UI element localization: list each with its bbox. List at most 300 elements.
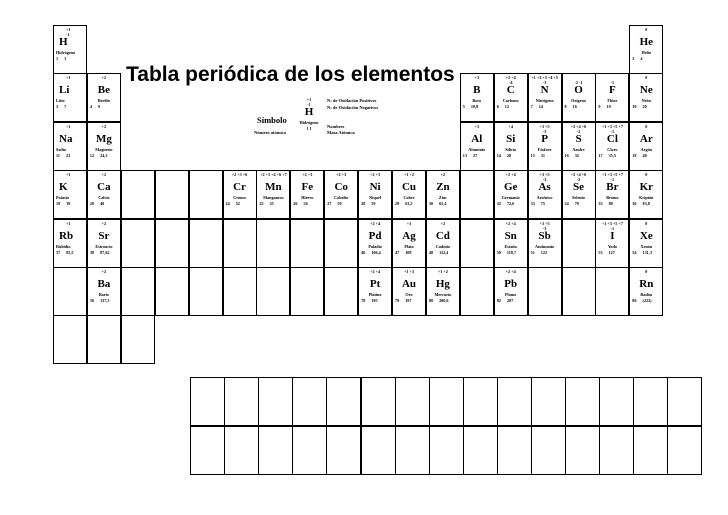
element-symbol: Na (59, 132, 73, 145)
atomic-number: 56 (89, 298, 95, 303)
element-numbers (598, 201, 626, 206)
f-block-empty-cell (463, 377, 498, 426)
atomic-mass: 195 (371, 298, 378, 303)
element-ox-positive: +3 +5 (539, 172, 550, 178)
element-numbers (395, 250, 423, 255)
atomic-mass: 4 (640, 56, 643, 61)
empty-element-cell (155, 267, 189, 316)
element-symbol: S (575, 132, 582, 145)
element-name: Cromo (233, 195, 246, 201)
element-ox-positive: +1 +3 +5 +7 (601, 123, 623, 129)
element-cell-ge (494, 170, 528, 219)
element-ox-positive: +2 +4 (505, 172, 516, 178)
atomic-mass: 56 (303, 201, 308, 207)
element-name: Fósforo (537, 146, 552, 152)
atomic-number: 37 (56, 249, 61, 255)
element-symbol: Cu (401, 181, 417, 194)
element-numbers (259, 201, 287, 206)
element-cell-ne (629, 73, 663, 122)
element-symbol: B (473, 84, 481, 97)
element-name: Calcio (98, 195, 110, 201)
element-cell-hg (426, 267, 460, 316)
f-block-empty-cell (292, 377, 327, 426)
element-ox-positive: 0 (645, 27, 648, 32)
element-name: Aluminio (468, 146, 486, 152)
atomic-mass: 23 (65, 152, 71, 158)
element-cell-be (87, 73, 121, 122)
element-cell-mg (87, 122, 121, 171)
element-ox-positive: +1 +2 (403, 172, 414, 178)
atomic-number: 36 (632, 201, 637, 207)
f-block-empty-cell (565, 377, 600, 426)
element-name: Rubidio (56, 243, 71, 249)
element-cell-b (460, 73, 494, 122)
legend-symbol: H (304, 106, 314, 118)
element-symbol: Rb (59, 229, 74, 242)
atomic-number: 20 (89, 201, 95, 207)
element-cell-cu (392, 170, 426, 219)
element-name: Hierro (301, 195, 314, 201)
element-ox-positive: +2 (101, 172, 107, 178)
element-cell-rn (629, 267, 663, 316)
atomic-number: 38 (89, 249, 95, 255)
element-cell-i (595, 219, 629, 268)
atomic-number: 19 (56, 201, 61, 207)
element-name: Flúor (607, 98, 618, 104)
element-cell-f (595, 73, 629, 122)
element-numbers (598, 250, 626, 255)
atomic-mass: 55 (269, 201, 274, 207)
atomic-number: 16 (564, 152, 569, 158)
atomic-number: 18 (632, 152, 637, 158)
element-symbol: Xe (639, 229, 653, 242)
element-name: Kriptón (639, 195, 654, 201)
empty-element-cell (121, 170, 155, 219)
atomic-number: 30 (428, 201, 434, 207)
element-symbol: Cr (233, 181, 246, 194)
atomic-mass: 207 (506, 298, 514, 303)
element-symbol: Hg (435, 278, 450, 290)
atomic-number: 48 (428, 249, 434, 255)
element-numbers (395, 201, 423, 206)
element-cell-cr (223, 170, 257, 219)
element-numbers (226, 201, 254, 206)
element-cell-na (53, 122, 87, 171)
element-ox-positive: +1 (66, 220, 71, 226)
atomic-number: 1 (56, 56, 59, 61)
atomic-mass: 137,3 (100, 298, 110, 303)
element-symbol: K (59, 181, 68, 194)
empty-element-cell (121, 219, 155, 268)
atomic-number: 17 (598, 152, 603, 158)
f-block-empty-cell (667, 426, 702, 475)
element-numbers (395, 298, 423, 303)
element-numbers (632, 153, 660, 158)
element-name: Boro (472, 98, 482, 104)
atomic-number: 27 (327, 201, 332, 207)
element-symbol: He (639, 36, 654, 48)
atomic-mass: 14 (538, 104, 543, 110)
element-cell-xe (629, 219, 663, 268)
atomic-mass: 52 (235, 201, 240, 207)
f-block-empty-cell (599, 377, 634, 426)
empty-element-cell (155, 170, 189, 219)
element-numbers (632, 250, 660, 255)
element-ox-negative: -2 -1 (574, 80, 583, 86)
element-cell-h (53, 25, 87, 74)
element-name: Yodo (607, 243, 617, 249)
f-block-empty-cell (633, 377, 668, 426)
element-ox-negative: -3 (542, 225, 547, 231)
atomic-number: 29 (395, 201, 400, 207)
element-numbers (327, 201, 355, 206)
f-block-empty-cell (258, 377, 293, 426)
element-ox-positive: +1 (66, 172, 71, 178)
empty-element-cell (460, 170, 494, 219)
element-cell-ba (87, 267, 121, 316)
element-cell-k (53, 170, 87, 219)
element-cell-si (494, 122, 528, 171)
element-name: Berilio (97, 98, 110, 104)
atomic-number: 47 (395, 249, 400, 255)
element-numbers (565, 201, 593, 206)
empty-element-cell (53, 315, 87, 364)
element-cell-he (629, 25, 663, 74)
element-ox-negative: -1 (610, 225, 615, 231)
empty-element-cell (460, 219, 494, 268)
element-numbers (632, 104, 660, 109)
atomic-mass: 85,5 (66, 249, 74, 255)
element-symbol: As (538, 181, 551, 194)
empty-element-cell (460, 267, 494, 316)
element-ox-negative: -2 (576, 177, 581, 183)
element-ox-positive: +2 (101, 123, 107, 129)
legend-symbol-label: Símbolo (257, 115, 287, 125)
atomic-number: 2 (632, 56, 635, 61)
atomic-number: 28 (361, 201, 366, 207)
element-symbol: Rn (639, 278, 654, 290)
element-name: Argón (640, 146, 652, 152)
element-ox-positive: +2 (440, 220, 446, 226)
element-ox-positive: +2 (101, 220, 107, 226)
element-cell-li (53, 73, 87, 122)
atomic-mass: 10,8 (470, 104, 479, 110)
element-ox-positive: +3 (474, 123, 480, 129)
element-symbol: C (506, 84, 515, 97)
element-cell-cd (426, 219, 460, 268)
element-ox-positive: +2 +4 +6 (570, 123, 587, 129)
element-symbol: Co (334, 181, 348, 194)
element-ox-positive: 0 (645, 123, 648, 129)
element-numbers (598, 104, 626, 109)
element-ox-negative: -1 (610, 80, 615, 86)
element-ox-positive: +3 +5 (539, 220, 550, 226)
element-numbers (361, 298, 389, 303)
atomic-number: 11 (56, 152, 60, 158)
element-cell-co (324, 170, 358, 219)
element-numbers (497, 104, 525, 109)
element-symbol: Zn (436, 181, 450, 194)
element-numbers (429, 298, 457, 303)
element-symbol: H (59, 36, 68, 48)
element-numbers (429, 250, 457, 255)
empty-element-cell (256, 219, 290, 268)
legend-mass-label: Masa Atómica (327, 130, 355, 135)
element-numbers (90, 104, 118, 109)
atomic-mass: 200,6 (439, 298, 449, 303)
element-name: Helio (641, 50, 652, 55)
element-ox-positive: +2 +4 (505, 269, 516, 274)
atomic-number: 13 (462, 152, 467, 158)
element-numbers (497, 298, 525, 303)
atomic-number: 3 (56, 104, 59, 110)
element-name: Antimonio (535, 243, 555, 249)
element-symbol: Sr (98, 229, 110, 242)
element-symbol: O (574, 84, 583, 97)
atomic-number: 53 (598, 249, 603, 255)
atomic-number: 80 (428, 298, 434, 303)
atomic-mass: 197 (405, 298, 412, 303)
f-block-empty-cell (531, 426, 566, 475)
element-ox-positive: 0 (645, 220, 648, 226)
empty-element-cell (324, 267, 358, 316)
element-ox-positive: +1 (406, 220, 412, 226)
atomic-mass: 122 (540, 249, 548, 255)
atomic-number: 9 (598, 104, 601, 110)
atomic-mass: 9 (97, 104, 101, 110)
element-symbol: Pb (504, 278, 518, 290)
element-cell-pb (494, 267, 528, 316)
atomic-mass: 75 (540, 201, 545, 207)
f-block-empty-cell (190, 377, 225, 426)
atomic-mass: 24,3 (100, 152, 108, 158)
element-name: Selenio (572, 195, 585, 201)
element-cell-sr (87, 219, 121, 268)
element-symbol: Si (506, 132, 516, 145)
atomic-mass: 40 (642, 152, 647, 158)
legend-positive-ox-label: N: de Oxidación Positivos (327, 98, 377, 103)
empty-element-cell (53, 267, 87, 316)
element-numbers (90, 250, 118, 255)
element-ox-negative: -3 (542, 80, 547, 86)
element-ox-positive: 0 (645, 269, 648, 274)
element-symbol: Ba (97, 278, 111, 290)
element-symbol: Ni (369, 181, 381, 194)
atomic-mass: 19 (606, 104, 611, 110)
element-numbers (90, 298, 118, 303)
atomic-number: 24 (225, 201, 230, 207)
empty-element-cell (595, 267, 629, 316)
element-name: Magnesio (95, 146, 113, 152)
element-numbers (361, 201, 389, 206)
element-name: Níquel (369, 195, 382, 201)
element-ox-negative: -3 (542, 177, 547, 183)
element-numbers (429, 201, 457, 206)
element-cell-pt (358, 267, 392, 316)
atomic-number: 51 (530, 249, 535, 255)
element-ox-positive: 0 (645, 172, 648, 178)
empty-element-cell (155, 219, 189, 268)
element-cell-s (562, 122, 596, 171)
element-numbers (531, 104, 559, 109)
element-name: Estaño (504, 243, 517, 249)
element-ox-positive: +1 (66, 27, 71, 32)
atomic-mass: 83,8 (642, 201, 650, 207)
element-ox-positive: +1 +2 +3 +4 +5 (531, 75, 558, 81)
element-symbol: Se (573, 181, 584, 194)
element-numbers (90, 153, 118, 158)
atomic-mass: 63,5 (405, 201, 413, 207)
atomic-number: 15 (530, 152, 535, 158)
element-cell-as (528, 170, 562, 219)
element-ox-positive: +2 +3 (336, 172, 347, 178)
atomic-mass: 16 (572, 104, 577, 110)
atomic-mass: 106,4 (371, 249, 381, 255)
element-ox-positive: +1 (66, 123, 71, 129)
element-symbol: Br (606, 181, 619, 194)
atomic-mass: 108 (405, 249, 412, 255)
element-symbol: Be (97, 84, 110, 97)
atomic-number: 12 (89, 152, 95, 158)
element-name: Cloro (607, 146, 618, 152)
element-symbol: Mn (265, 181, 282, 194)
element-cell-al (460, 122, 494, 171)
element-numbers (531, 201, 559, 206)
element-numbers (531, 153, 559, 158)
element-symbol: Cd (435, 229, 450, 242)
empty-element-cell (562, 267, 596, 316)
atomic-mass: 131,3 (642, 249, 652, 255)
element-cell-au (392, 267, 426, 316)
element-numbers (497, 153, 525, 158)
empty-element-cell (528, 267, 562, 316)
element-numbers (56, 56, 84, 61)
atomic-number: 7 (530, 104, 533, 110)
element-cell-c (494, 73, 528, 122)
element-symbol: Ca (97, 181, 111, 194)
f-block-empty-cell (497, 377, 532, 426)
atomic-number: 6 (496, 104, 499, 110)
legend-names-label: Nombres (327, 124, 345, 129)
element-ox-positive: +2 +3 +6 (231, 172, 248, 178)
atomic-mass: 127 (608, 249, 615, 255)
element-name: Hidrógeno (56, 50, 76, 55)
element-ox-negative: -2 (576, 128, 581, 134)
element-numbers (565, 153, 593, 158)
element-name: Azufre (572, 146, 585, 152)
f-block-empty-cell (599, 426, 634, 475)
element-name: Carbono (502, 98, 519, 104)
element-cell-ag (392, 219, 426, 268)
element-ox-positive: +4 (508, 123, 513, 129)
legend-negative-ox-label: N: de Oxidación Negativos (327, 105, 379, 110)
atomic-mass: (222) (642, 298, 652, 303)
element-ox-positive: +2 +4 (370, 269, 381, 274)
empty-element-cell (189, 219, 223, 268)
empty-element-cell (290, 219, 324, 268)
element-numbers (56, 153, 84, 158)
element-symbol: Cl (606, 132, 618, 145)
element-name: Sodio (56, 146, 67, 152)
element-ox-positive: 0 (645, 75, 648, 81)
atomic-number: 32 (496, 201, 501, 207)
element-name: Plata (404, 243, 414, 249)
f-block-empty-cell (224, 426, 259, 475)
element-cell-kr (629, 170, 663, 219)
element-numbers (531, 250, 559, 255)
element-ox-positive: +2 (101, 269, 107, 274)
f-block-empty-cell (190, 426, 225, 475)
element-numbers (56, 104, 84, 109)
element-cell-zn (426, 170, 460, 219)
f-block-empty-cell (326, 377, 361, 426)
element-symbol: Au (401, 278, 417, 290)
f-block-empty-cell (361, 426, 396, 475)
atomic-number: 86 (632, 298, 637, 303)
element-cell-fe (290, 170, 324, 219)
f-block-empty-cell (463, 426, 498, 475)
element-cell-sn (494, 219, 528, 268)
element-symbol: N (540, 84, 549, 97)
element-name: Xenón (640, 243, 653, 249)
element-name: Mercurio (434, 292, 452, 297)
element-ox-negative: -1 (610, 177, 615, 183)
atomic-number: 46 (361, 249, 366, 255)
element-ox-positive: +1 +3 (403, 269, 414, 274)
f-block-empty-cell (326, 426, 361, 475)
element-ox-positive: +2 +4 (505, 220, 516, 226)
legend-numbers: 1 1 (306, 126, 312, 131)
element-cell-cl (595, 122, 629, 171)
atomic-number: 8 (564, 104, 567, 110)
f-block-empty-cell (395, 377, 430, 426)
atomic-mass: 35,5 (608, 152, 616, 158)
atomic-number: 34 (564, 201, 569, 207)
atomic-mass: 40 (100, 201, 105, 207)
atomic-number: 82 (496, 298, 501, 303)
element-name: Nitrógeno (535, 98, 554, 104)
atomic-number: 79 (395, 298, 400, 303)
element-numbers (565, 104, 593, 109)
legend-name: Hidrógeno (299, 120, 319, 125)
element-symbol: Pt (369, 278, 381, 290)
atomic-number: 50 (496, 249, 501, 255)
element-numbers (361, 250, 389, 255)
element-ox-positive: +3 +5 (539, 123, 550, 129)
empty-element-cell (223, 267, 257, 316)
legend-sample-cell (291, 96, 327, 142)
element-symbol: F (609, 84, 616, 97)
page-title: Tabla periódica de los elementos (126, 63, 455, 86)
f-block-empty-cell (258, 426, 293, 475)
atomic-number: 5 (462, 104, 465, 110)
legend-ox-positive: +1 (306, 97, 312, 102)
element-ox-positive: +1 (66, 75, 71, 81)
element-name: Estroncio (95, 243, 113, 249)
f-block-empty-cell (292, 426, 327, 475)
empty-element-cell (189, 170, 223, 219)
atomic-number: 78 (361, 298, 366, 303)
element-name: Manganeso (263, 195, 284, 201)
element-ox-positive: +2 (440, 172, 446, 178)
element-name: Cadmio (435, 243, 450, 249)
atomic-mass: 72,6 (506, 201, 515, 207)
element-numbers (293, 201, 321, 206)
element-ox-positive: +1 +2 (437, 269, 448, 274)
element-numbers (56, 201, 84, 206)
empty-element-cell (290, 267, 324, 316)
element-name: Zinc (438, 195, 447, 201)
